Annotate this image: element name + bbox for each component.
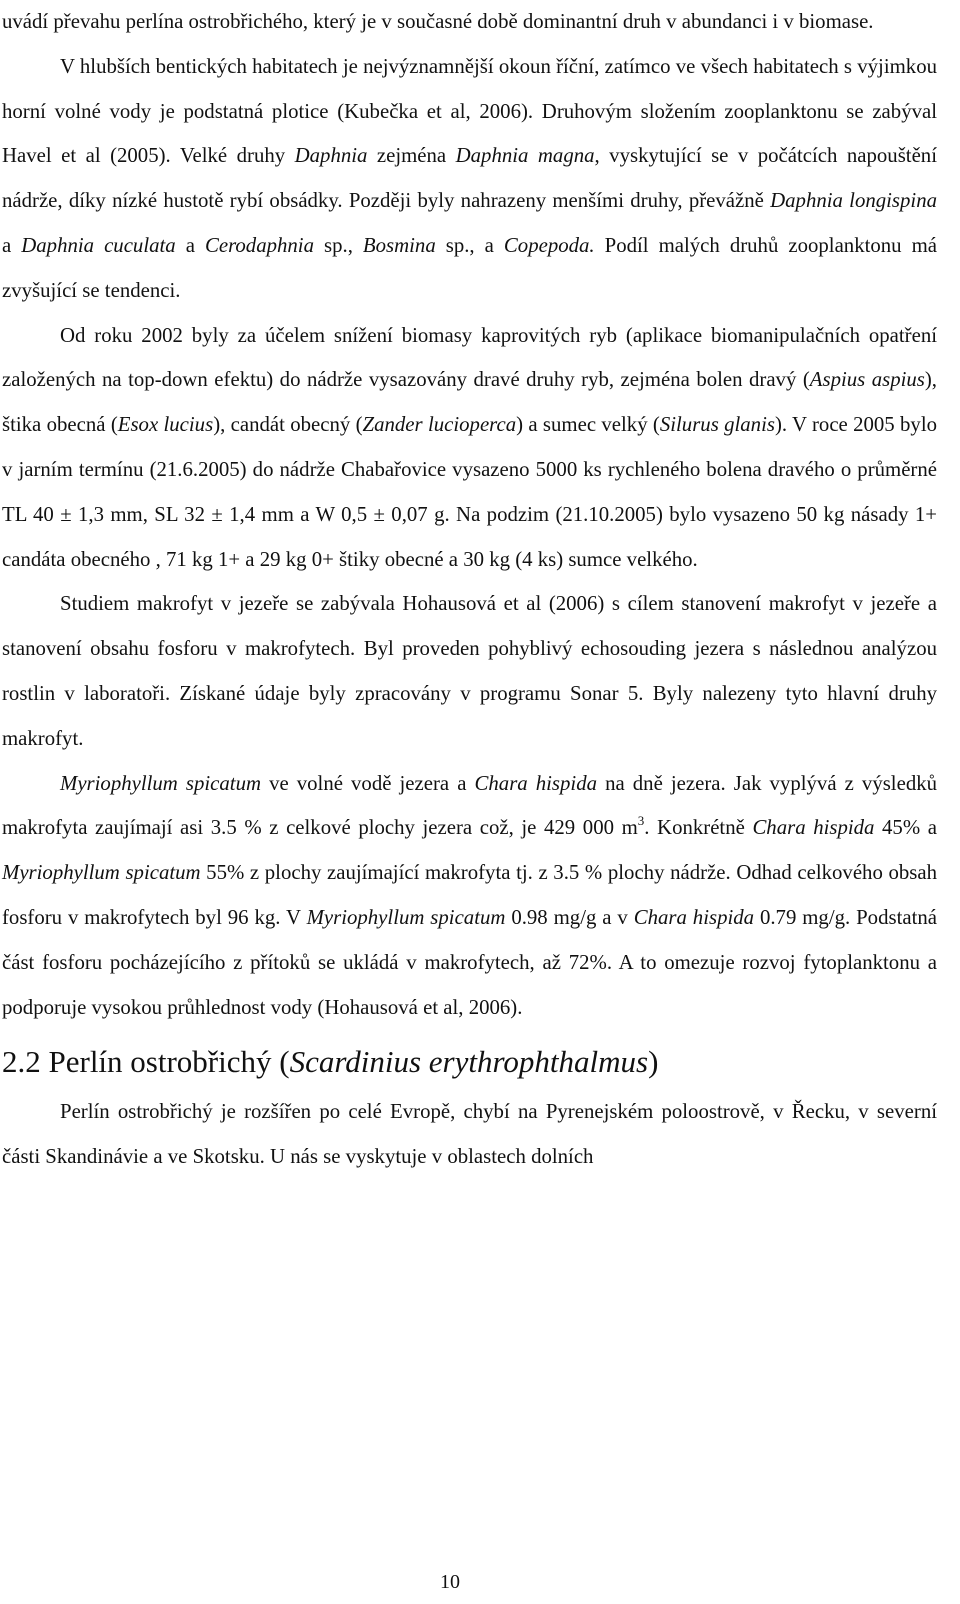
species-name: Daphnia: [294, 144, 368, 168]
text-run: a: [175, 233, 205, 257]
species-name: Copepoda.: [503, 233, 595, 257]
superscript: 3: [637, 813, 645, 829]
paragraph-continued: [2, 0, 937, 45]
text-run: Podíl malých druhů zooplanktonu má zvyšující se tendenci.: [2, 233, 938, 302]
text-run: 55% z plochy zaujímající makrofyta tj. z 3.5 % plochy nádrže. Odhad celkového obsah fosforu v makrofytech byl 96 kg. V: [2, 861, 937, 929]
species-name: Silurus glanis: [659, 413, 775, 437]
text-run: 45% a: [874, 816, 937, 840]
text-run: ). V roce 2005 bylo v jarním termínu (21.6.2005) do nádrže Chabařovice vysazeno 5000 ks rychleného bolena dravého o průměrné TL 40 ± 1,3 mm, SL 32 ± 1,4 mm a W 0,5 ± 0,07 g. Na podzim (21.10.2005) bylo vysazeno 50 kg násady 1+ candáta obecného , 71 kg 1+ a 29 kg 0+ štiky obecné a 30 kg (4 ks) sumce velkého.: [2, 413, 937, 571]
text-run: a: [2, 233, 22, 257]
species-name: Daphnia longispina: [770, 189, 937, 213]
species-name: Myriophyllum spicatum: [2, 861, 201, 885]
paragraph-macrophyte-results: [2, 762, 937, 1031]
species-name: Bosmina: [362, 233, 436, 257]
text-run: uvádí převahu perlína ostrobřichého, který je v současné době dominantní druh v abundanci i v biomase.: [2, 10, 874, 33]
body-text: [2, 0, 937, 1180]
species-name: Chara hispida: [633, 905, 755, 929]
section-heading: [2, 1040, 937, 1084]
paragraph-macrophytes: [2, 582, 937, 761]
species-name: Daphnia cuculata: [21, 233, 176, 257]
text-run: Od roku 2002 byly za účelem snížení biomasy kaprovitých ryb (aplikace biomanipulačních opatření založených na top-down efektu) do nádrže vysazovány dravé druhy ryb, zejména bolen dravý (: [2, 323, 937, 392]
text-run: sp.,: [313, 233, 363, 257]
text-run: ve volné vodě jezera a: [261, 771, 475, 795]
text-run: ) a sumec velký (: [516, 413, 660, 437]
text-run: V hlubších bentických habitatech je nejvýznamnější okoun říční, zatímco ve všech habitatech s výjimkou horní volné vody je podstatná plotice (Kubečka et al, 2006). Druhovým složením zooplanktonu se zabýval Havel et al (2005). Velké druhy: [2, 54, 937, 168]
species-name: Chara hispida: [752, 816, 875, 840]
text-run: na dně jezera. Jak vyplývá z výsledků makrofyta zaujímají asi 3.5 % z celkové plochy jezera což, je 429 000 m: [2, 771, 938, 840]
species-name: Cerodaphnia: [204, 233, 314, 257]
heading-text: 2.2 Perlín ostrobřichý (: [2, 1044, 290, 1080]
species-name: Aspius aspius: [809, 368, 925, 392]
paragraph-rudd-distribution: [2, 1090, 937, 1180]
text-run: zejména: [367, 144, 456, 168]
page-number: 10: [440, 1571, 460, 1593]
species-name: Chara hispida: [474, 771, 598, 795]
text-run: sp., a: [435, 233, 504, 257]
species-name: Zander lucioperca: [362, 413, 517, 437]
species-name: Myriophyllum spicatum: [60, 771, 261, 795]
species-name: Scardinius erythrophthalmus: [289, 1044, 649, 1080]
heading-text: ): [648, 1044, 659, 1080]
species-name: Myriophyllum spicatum: [306, 905, 506, 929]
text-run: ), štika obecná (: [2, 368, 937, 437]
paragraph-predatory-fish: [2, 314, 937, 583]
paragraph-fish-zooplankton: [2, 45, 937, 314]
text-run: . Konkrétně: [644, 816, 753, 840]
text-run: 0.98 mg/g a v: [505, 905, 634, 929]
text-run: 0.79 mg/g. Podstatná část fosforu pocházejícího z přítoků se ukládá v makrofytech, až 72%. A to omezuje rozvoj fytoplanktonu a podporuje vysokou průhlednost vody (Hohausová et al, 2006).: [2, 905, 937, 1019]
text-run: Perlín ostrobřichý je rozšířen po celé Evropě, chybí na Pyrenejském poloostrově, v Řecku, v severní části Skandinávie a ve Skotsku. U nás se vyskytuje v oblastech dolních: [2, 1100, 937, 1169]
text-run: Studiem makrofyt v jezeře se zabývala Hohausová et al (2006) s cílem stanovení makrofyt v jezeře a stanovení obsahu fosforu v makrofytech. Byl proveden pohyblivý echosouding jezera s následnou analýzou rostlin v laboratoři. Získané údaje byly zpracovány v programu Sonar 5. Byly nalezeny tyto hlavní druhy makrofyt.: [2, 592, 937, 750]
species-name: Daphnia magna: [455, 144, 595, 168]
species-name: Esox lucius: [117, 413, 214, 437]
text-run: , vyskytující se v počátcích napouštění nádrže, díky nízké hustotě rybí obsádky. Později byly nahrazeny menšími druhy, převážně: [2, 144, 937, 213]
text-run: ), candát obecný (: [213, 413, 363, 437]
